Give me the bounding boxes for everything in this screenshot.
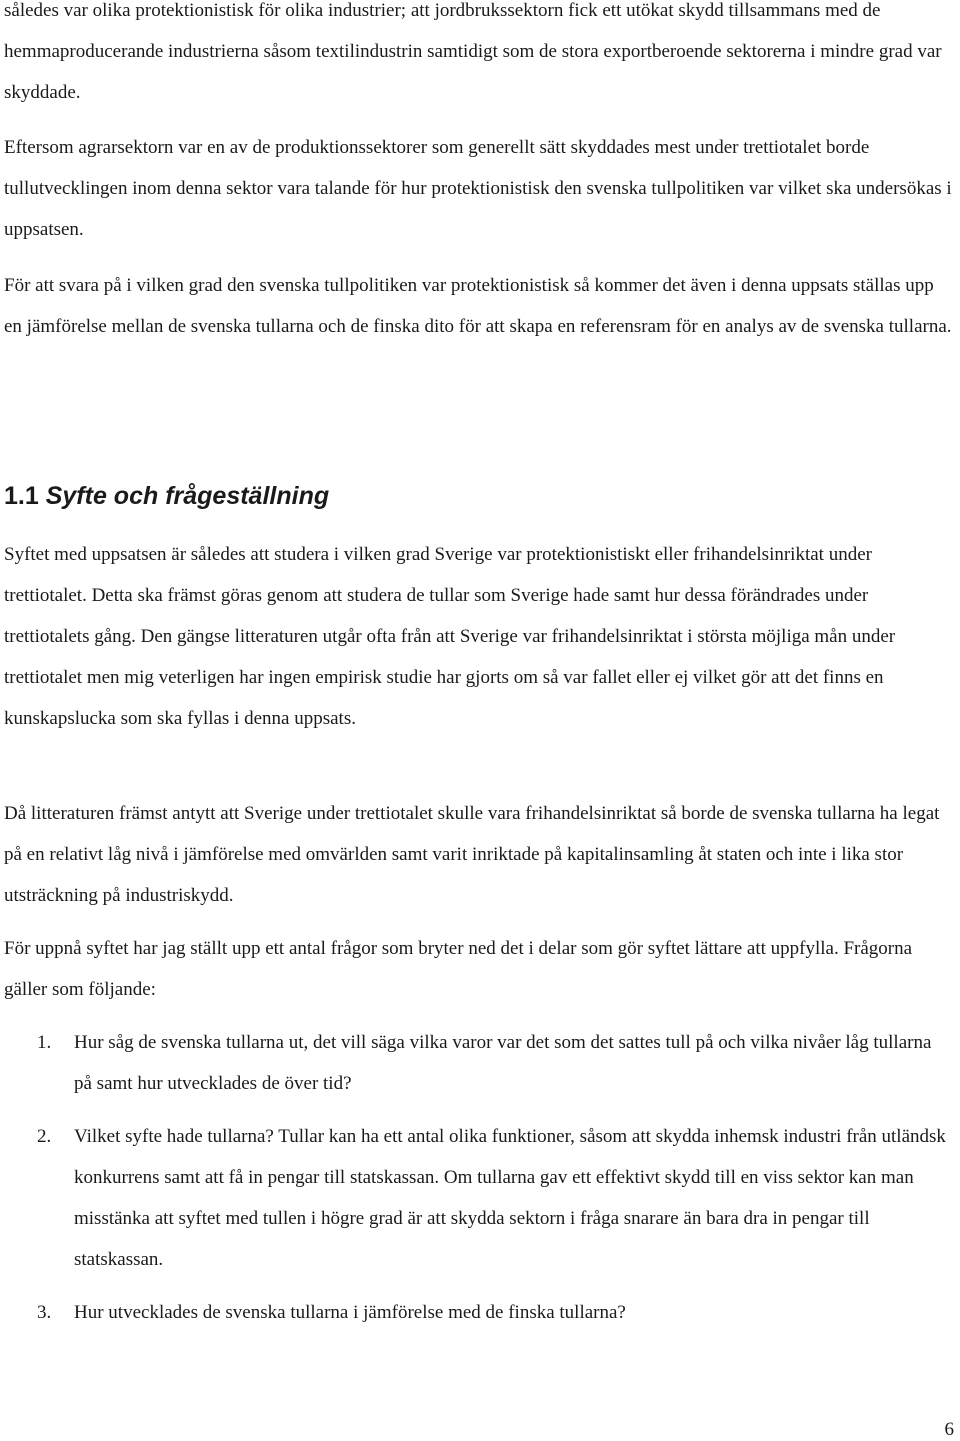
- paragraph-agrarsektorn: Eftersom agrarsektorn var en av de produktionssektorer som generellt sätt skyddades mest under trettiotalet borde tullutvecklingen inom denna sektor vara talande för hur protektionistisk den svenska tullpolitiken var vilket ska undersökas i uppsatsen.: [4, 137, 952, 240]
- paragraph-fragor-intro: För uppnå syftet har jag ställt upp ett antal frågor som bryter ned det i delar som gör syftet lättare att uppfylla. Frågorna gäller som följande:: [4, 938, 913, 1000]
- question-text: Vilket syfte hade tullarna? Tullar kan ha ett antal olika funktioner, såsom att skydda inhemsk industri från utländsk konkurrens samt att få in pengar till statskassan. Om tullarna gav ett effektivt skydd till en viss sektor kan man misstänka att syftet med tullen i högre grad är att skydda sektorn i fråga snarare än bara dra in pengar till statskassan.: [74, 1126, 946, 1270]
- question-item: [4, 1022, 954, 1104]
- section-number: 1.1: [4, 482, 39, 510]
- section-heading: [4, 478, 329, 514]
- question-number: 2.: [37, 1126, 52, 1147]
- question-text: Hur utvecklades de svenska tullarna i jämförelse med de finska tullarna?: [74, 1302, 626, 1323]
- question-number: 1.: [37, 1032, 52, 1053]
- paragraph-intro: således var olika protektionistisk för olika industrier; att jordbrukssektorn fick ett utökat skydd tillsammans med de hemmaproducerande industrierna såsom textilindustrin samtidigt som de stora exportberoende sektorerna i mindre grad var skyddade.: [4, 0, 942, 103]
- paragraph-litteraturen: Då litteraturen främst antytt att Sverige under trettiotalet skulle vara frihandelsinriktat så borde de svenska tullarna ha legat på en relativt låg nivå i jämförelse med omvärlden samt varit inriktade på kapitalinsamling åt staten och inte i lika stor utsträckning på industriskydd.: [4, 803, 940, 906]
- paragraph-jamforelse: För att svara på i vilken grad den svenska tullpolitiken var protektionistisk så kommer det även i denna uppsats ställas upp en jämförelse mellan de svenska tullarna och de finska dito för att skapa en referensram för en analys av de svenska tullarna.: [4, 275, 952, 337]
- question-item: [4, 1292, 954, 1333]
- question-text: Hur såg de svenska tullarna ut, det vill säga vilka varor var det som det sattes tull på och vilka nivåer låg tullarna på samt hur utvecklades de över tid?: [74, 1032, 932, 1094]
- page-number: 6: [944, 1419, 954, 1440]
- paragraph-syftet: Syftet med uppsatsen är således att studera i vilken grad Sverige var protektionistiskt eller frihandelsinriktat under trettiotalet. Detta ska främst göras genom att studera de tullar som Sverige hade samt hur dessa förändrades under trettiotalets gång. Den gängse litteraturen utgår ofta från att Sverige var frihandelsinriktat i största möjliga mån under trettiotalet men mig veterligen har ingen empirisk studie har gjorts om så var fallet eller ej vilket gör att det finns en kunskapslucka som ska fyllas i denna uppsats.: [4, 544, 896, 729]
- section-title: Syfte och frågeställning: [45, 482, 330, 510]
- question-item: [4, 1116, 954, 1280]
- questions-list: [4, 1022, 954, 1345]
- question-number: 3.: [37, 1302, 52, 1323]
